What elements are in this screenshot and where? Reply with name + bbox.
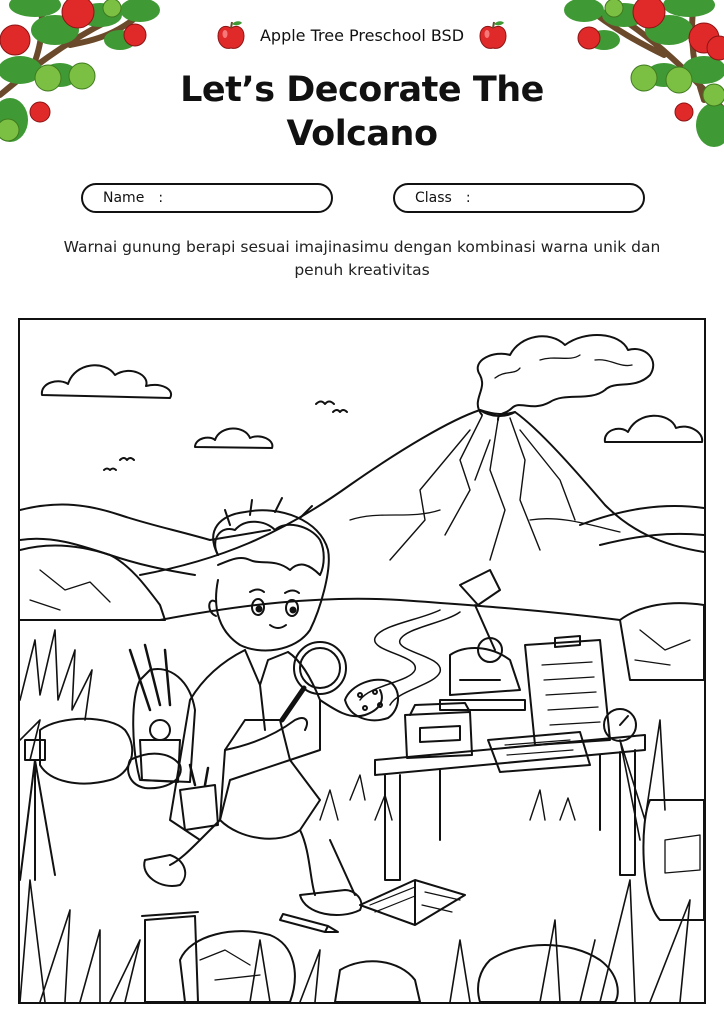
tripod	[20, 740, 55, 880]
rock	[40, 719, 132, 784]
volcano	[140, 410, 704, 575]
shoe	[144, 855, 185, 886]
instruction-text: Warnai gunung berapi sesuai imajinasimu dengan kombinasi warna unik dan penuh kreativitas	[63, 238, 661, 279]
hills-right	[580, 506, 704, 525]
school-header	[0, 18, 724, 52]
backpack-pocket	[140, 740, 180, 782]
class-colon: :	[465, 190, 471, 206]
rock-sample	[345, 680, 398, 721]
compass-icon	[150, 720, 170, 740]
jar	[142, 912, 198, 1002]
apple-icon	[216, 19, 246, 51]
cloud	[195, 428, 272, 448]
bird	[104, 469, 116, 471]
class-label: Class	[415, 190, 452, 206]
magnifying-glass	[294, 642, 346, 694]
cloud	[605, 416, 702, 442]
rock-hill-right	[620, 603, 704, 680]
cloud	[42, 365, 171, 398]
hills-left	[20, 505, 270, 540]
title-line-2: Volcano	[286, 114, 438, 154]
clipboard	[525, 640, 610, 745]
name-label: Name	[103, 190, 145, 206]
pencil	[280, 914, 338, 932]
school-name: Apple Tree Preschool BSD	[259, 25, 465, 45]
page-title	[0, 68, 724, 156]
name-colon: :	[158, 190, 164, 206]
rock-hill-left	[20, 545, 165, 620]
bird	[316, 402, 334, 405]
class-field[interactable]	[393, 183, 645, 213]
bag	[643, 800, 704, 920]
title-line-1: Let’s Decorate The	[180, 70, 544, 110]
shoe	[300, 890, 361, 915]
bird	[120, 458, 134, 460]
shorts	[220, 760, 320, 839]
bird	[333, 410, 347, 412]
coloring-frame	[18, 318, 706, 1004]
rock	[478, 945, 618, 1002]
volcano-illustration	[20, 320, 704, 1002]
rock	[335, 961, 420, 1002]
apple-icon	[478, 19, 508, 51]
name-field[interactable]	[81, 183, 333, 213]
coat-pocket	[180, 785, 218, 830]
smoke-plume	[478, 335, 654, 420]
boy-scientist	[130, 498, 398, 915]
